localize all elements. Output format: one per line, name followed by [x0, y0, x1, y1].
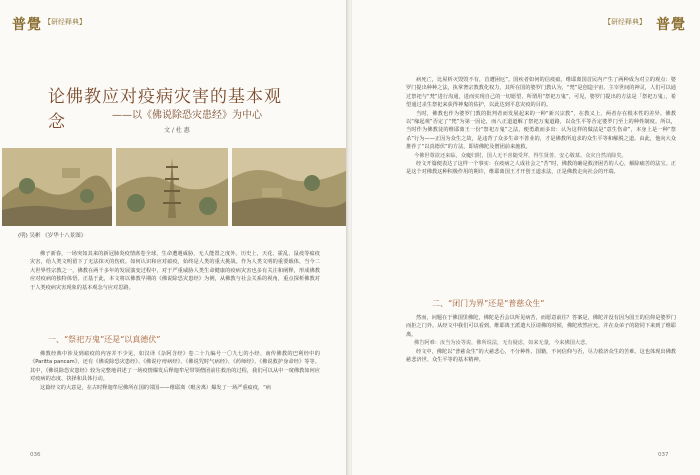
paragraph: 病死亡，比屋析灭毁毁不有，首遭困厄”。国疾者如何的信疫瘟。维耶离国首民内产生了两种成为对立的观点：婆罗门提出种种之法，执掌奢宗教教化权力，其所在国的婆罗门教认为，“梵”是创造宇宙、主宰世间的神灵，人们可以通过祭祀与“梵”进行沟通，进而实现自己的一切愿望，所谓用“祭祀万鬼”，可见，婆罗门提出的方法是「祭祀万鬼」，希望通过杀生祭祀来获得神鬼的佑护，以此达到平息灾疫的目的。 — [406, 77, 676, 109]
painting-right — [232, 148, 348, 226]
paragraph: 然而，问题在于佛国里佛陀，佛陀是否会以所见病苦，而愿意前往？答案是，佛陀并没有因为国王的信仰是婆罗门而拒之门外。从经文中我们可以看到，维耶离王派遣大臣请佛的时候，佛陀欣然应允，并在众弟子的陪同下来到了维耶离。 — [406, 315, 676, 338]
magazine-brand: 普覺 — [656, 17, 686, 33]
page-number: 036 — [30, 452, 41, 458]
section-tag: 【研经释典】 — [44, 18, 86, 26]
paragraph: 佛教经典中涉及到瘟疫的内容并不少见，如汉译《杂阿含经》卷二十九编号一〇九七的小经、南传佛教的巴利经中的《Paritta pancam》，还有《佛说除恐灾患经》、《佛说疗痔病经》、《佛说咒时气病经》、《药师经》、《佛说救护身命经》等等。其中，《佛说除恐灾患经》较为完整地讲述了一场疫情爆发后释迦牟尼带领僧团前往救治的过程，我们可以从中一窥佛教如何应对疫病的态度、抉择和具体行动。 — [30, 351, 320, 383]
scripture-quote: 今佛世尊欲还来临，众魔归附，国人无不喜随受拜，得生贤善，安心敬慕。众灾自然消除矣。 — [414, 152, 627, 159]
section-tag: 【研经释典】 — [604, 18, 646, 26]
left-page — [0, 0, 348, 475]
paragraph: 经文中，佛陀以“普慈众生”的大慈悲心，不分种姓、国籍，不问信仰与否，尽力救济众生的苦难。这也体现出佛教慈悲济世、众生平等的基本精神。 — [406, 348, 676, 364]
right-page — [352, 0, 700, 475]
paragraph: 佛子新春，一场突如其来的新冠肺炎疫情席卷全球，生命遭遇威胁，无人能置之度外。历史上，天花、霍乱、鼠疫等瘟疫灾害，给人类文明留下了无法抹灭的伤痕。如何认识和应对瘟疫，始终是人类的重大挑战。作为人类文明的重要载体，当今二大世界性宗教之一，佛教在两千多年的发展演变过程中，对于严重威胁人类生命健康的疫病灾害也多有关注和阐释，形成佛教应对疫病的独特体悟。正基于此，本文将以佛教早期的《佛说除恐灾患经》为例，从佛教与社会关系的视角，重点探析佛教对于人类疫病灾害现象的基本观念与应对思路。 — [30, 251, 320, 291]
paragraph: 经文开篇便表达了这样一个事实：在疫病之人成社会之“苦”时，佛教的确是救济困苦的人心，解除痛苦的法宝。正是这个对佛教这种积极作用的期许，维耶离国王才开创王道求法，正是佛教走向社会的开端。 — [406, 161, 676, 176]
article-subtitle: ——以《佛说除恐灾患经》为中心 — [112, 110, 262, 121]
left-body-text — [30, 250, 320, 292]
magazine-brand: 普覺 — [12, 17, 42, 33]
page-number: 037 — [658, 452, 669, 458]
paragraph: 当时，佛教也作为婆罗门教的批判者而发展起来的一种“新兴宗教”，在教义上，两者存在根本性的差异。佛教以“缘起观”否定了“梵”为第一因论，而八正道道解了祭祀万鬼道路，以众生平等否定婆罗门至上的种姓制度。所以，当时作为佛教徒的维耶离王一份“祭祀万鬼”之法，便勇敢而多出：认为这样的做法是“意生伤命”，本身上是一种“祭杀”行为——正因为众生之故，是违背了众多生命不善业的，才是佛教所追求的众生平等和解脱之道。由此，他向大众推荐了“以真德伏”的方法，即请佛陀及僧团前来施救。 — [406, 110, 676, 151]
figure-caption: (明) 吴彬 《岁华十八景图》 — [18, 233, 87, 239]
scripture-quote: 佛告阿难：汝当为汝等说，佛所说法，无有疑虑，如来无量，今来佛国大悲。 — [414, 340, 591, 347]
right-body-text — [406, 76, 676, 177]
article-title: 论佛教应对疫病灾害的基本观念 — [48, 87, 282, 132]
right-body-text-2 — [406, 314, 676, 364]
article-author: 文 / 杜 惠 — [164, 127, 190, 134]
left-body-text-2 — [30, 350, 320, 392]
painting-middle — [116, 148, 228, 226]
section-heading: 一、“祭祀万鬼”还是“以真德伏” — [48, 335, 161, 344]
section-heading: 二、“闭门为界”还是“普慈众生” — [432, 299, 545, 308]
painting-left — [2, 148, 112, 226]
paragraph: 这篇经文的大意是，在古时释迦牟尼佛所在国的邻国——维耶离（毗舍离）爆发了一场严重瘟疫，“病 — [40, 384, 271, 391]
